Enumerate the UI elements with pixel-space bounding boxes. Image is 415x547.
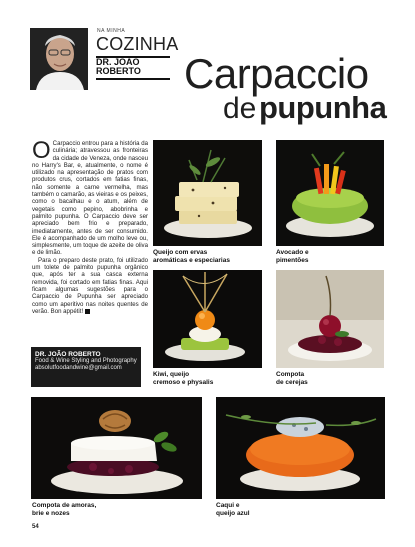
section-kicker: NA MINHA [97, 28, 126, 34]
photo-amoras [31, 397, 202, 499]
photo-caqui [216, 397, 385, 499]
author-name-line2: ROBERTO [96, 66, 141, 76]
caption-queijo-ervas-line2: aromáticas e especiarias [153, 256, 230, 264]
caption-cerejas-line2: de cerejas [276, 378, 308, 386]
caption-kiwi-line2: cremoso e physalis [153, 378, 214, 386]
header-rule-bottom [96, 78, 170, 80]
caption-avocado-line1: Avocado e [276, 249, 309, 256]
caption-queijo-ervas [153, 249, 230, 264]
caption-caqui-line2: queijo azul [216, 509, 250, 517]
photo-cerejas [276, 270, 384, 368]
section-title: COZINHA [96, 34, 179, 54]
caption-kiwi-line1: Kiwi, queijo [153, 371, 190, 378]
drop-cap: O [32, 137, 51, 164]
article-paragraph-2: Para o preparo deste prato, foi utilizado um tolete de palmito pupunha orgânico que, após ter a sua casca externa removida, foi cortado em fatias finas. Aqui ficam algumas sugestões para o Carpaccio de Pupunha ser apreciado como um aperitivo nas noites quentes de verão. Bon appétit! [32, 256, 148, 315]
author-name-line1: DR. JOÃO [96, 57, 140, 67]
caption-avocado [276, 249, 309, 264]
page-number: 54 [32, 524, 39, 530]
headline-line2-bold: pupunha [259, 90, 387, 125]
signature-title: Food & Wine Styling and Photography [35, 358, 137, 364]
caption-cerejas [276, 371, 308, 386]
author-portrait [30, 28, 88, 90]
article-paragraph-1: Carpaccio entrou para a história da culinária; atravessou as fronteiras da cidade de Veneza, onde nasceu no Harry's Bar, e, atualmente, o nome é utilizado na apresentação de pratos com produtos crus, cortados em fatias finas, não somente a carne vermelha, mas também o camarão, as vieiras e os peixes, como o bacalhau e o atum, além de vegetais como pepino, abobrinha e palmito pupunha. O Carpaccio deve ser apreciado bem frio e preparado, imediatamente, antes de ser consumido. Ele é acompanhado de um molho leve ou, simplesmente, um toque de azeite de oliva e de limão. [32, 140, 148, 257]
photo-queijo-ervas [153, 140, 262, 246]
headline-line1: Carpaccio [184, 50, 369, 97]
caption-cerejas-line1: Compota [276, 371, 305, 378]
headline-line2-light: de [223, 92, 257, 125]
caption-queijo-ervas-line1: Queijo com ervas [153, 249, 208, 256]
photo-kiwi [153, 270, 262, 368]
caption-caqui [216, 502, 250, 517]
photo-avocado [276, 140, 384, 246]
author-signature [31, 347, 141, 387]
article-body [32, 137, 148, 315]
caption-amoras-line2: brie e nozes [32, 509, 70, 517]
end-mark-icon [85, 309, 90, 314]
caption-caqui-line1: Caqui e [216, 502, 240, 509]
caption-kiwi [153, 371, 213, 386]
caption-avocado-line2: pimentões [276, 256, 309, 264]
caption-amoras [32, 502, 96, 517]
signature-name: DR. JOÃO ROBERTO [35, 351, 101, 358]
signature-email: absolutfoodandwine@gmail.com [35, 365, 122, 371]
caption-amoras-line1: Compota de amoras, [32, 502, 97, 509]
